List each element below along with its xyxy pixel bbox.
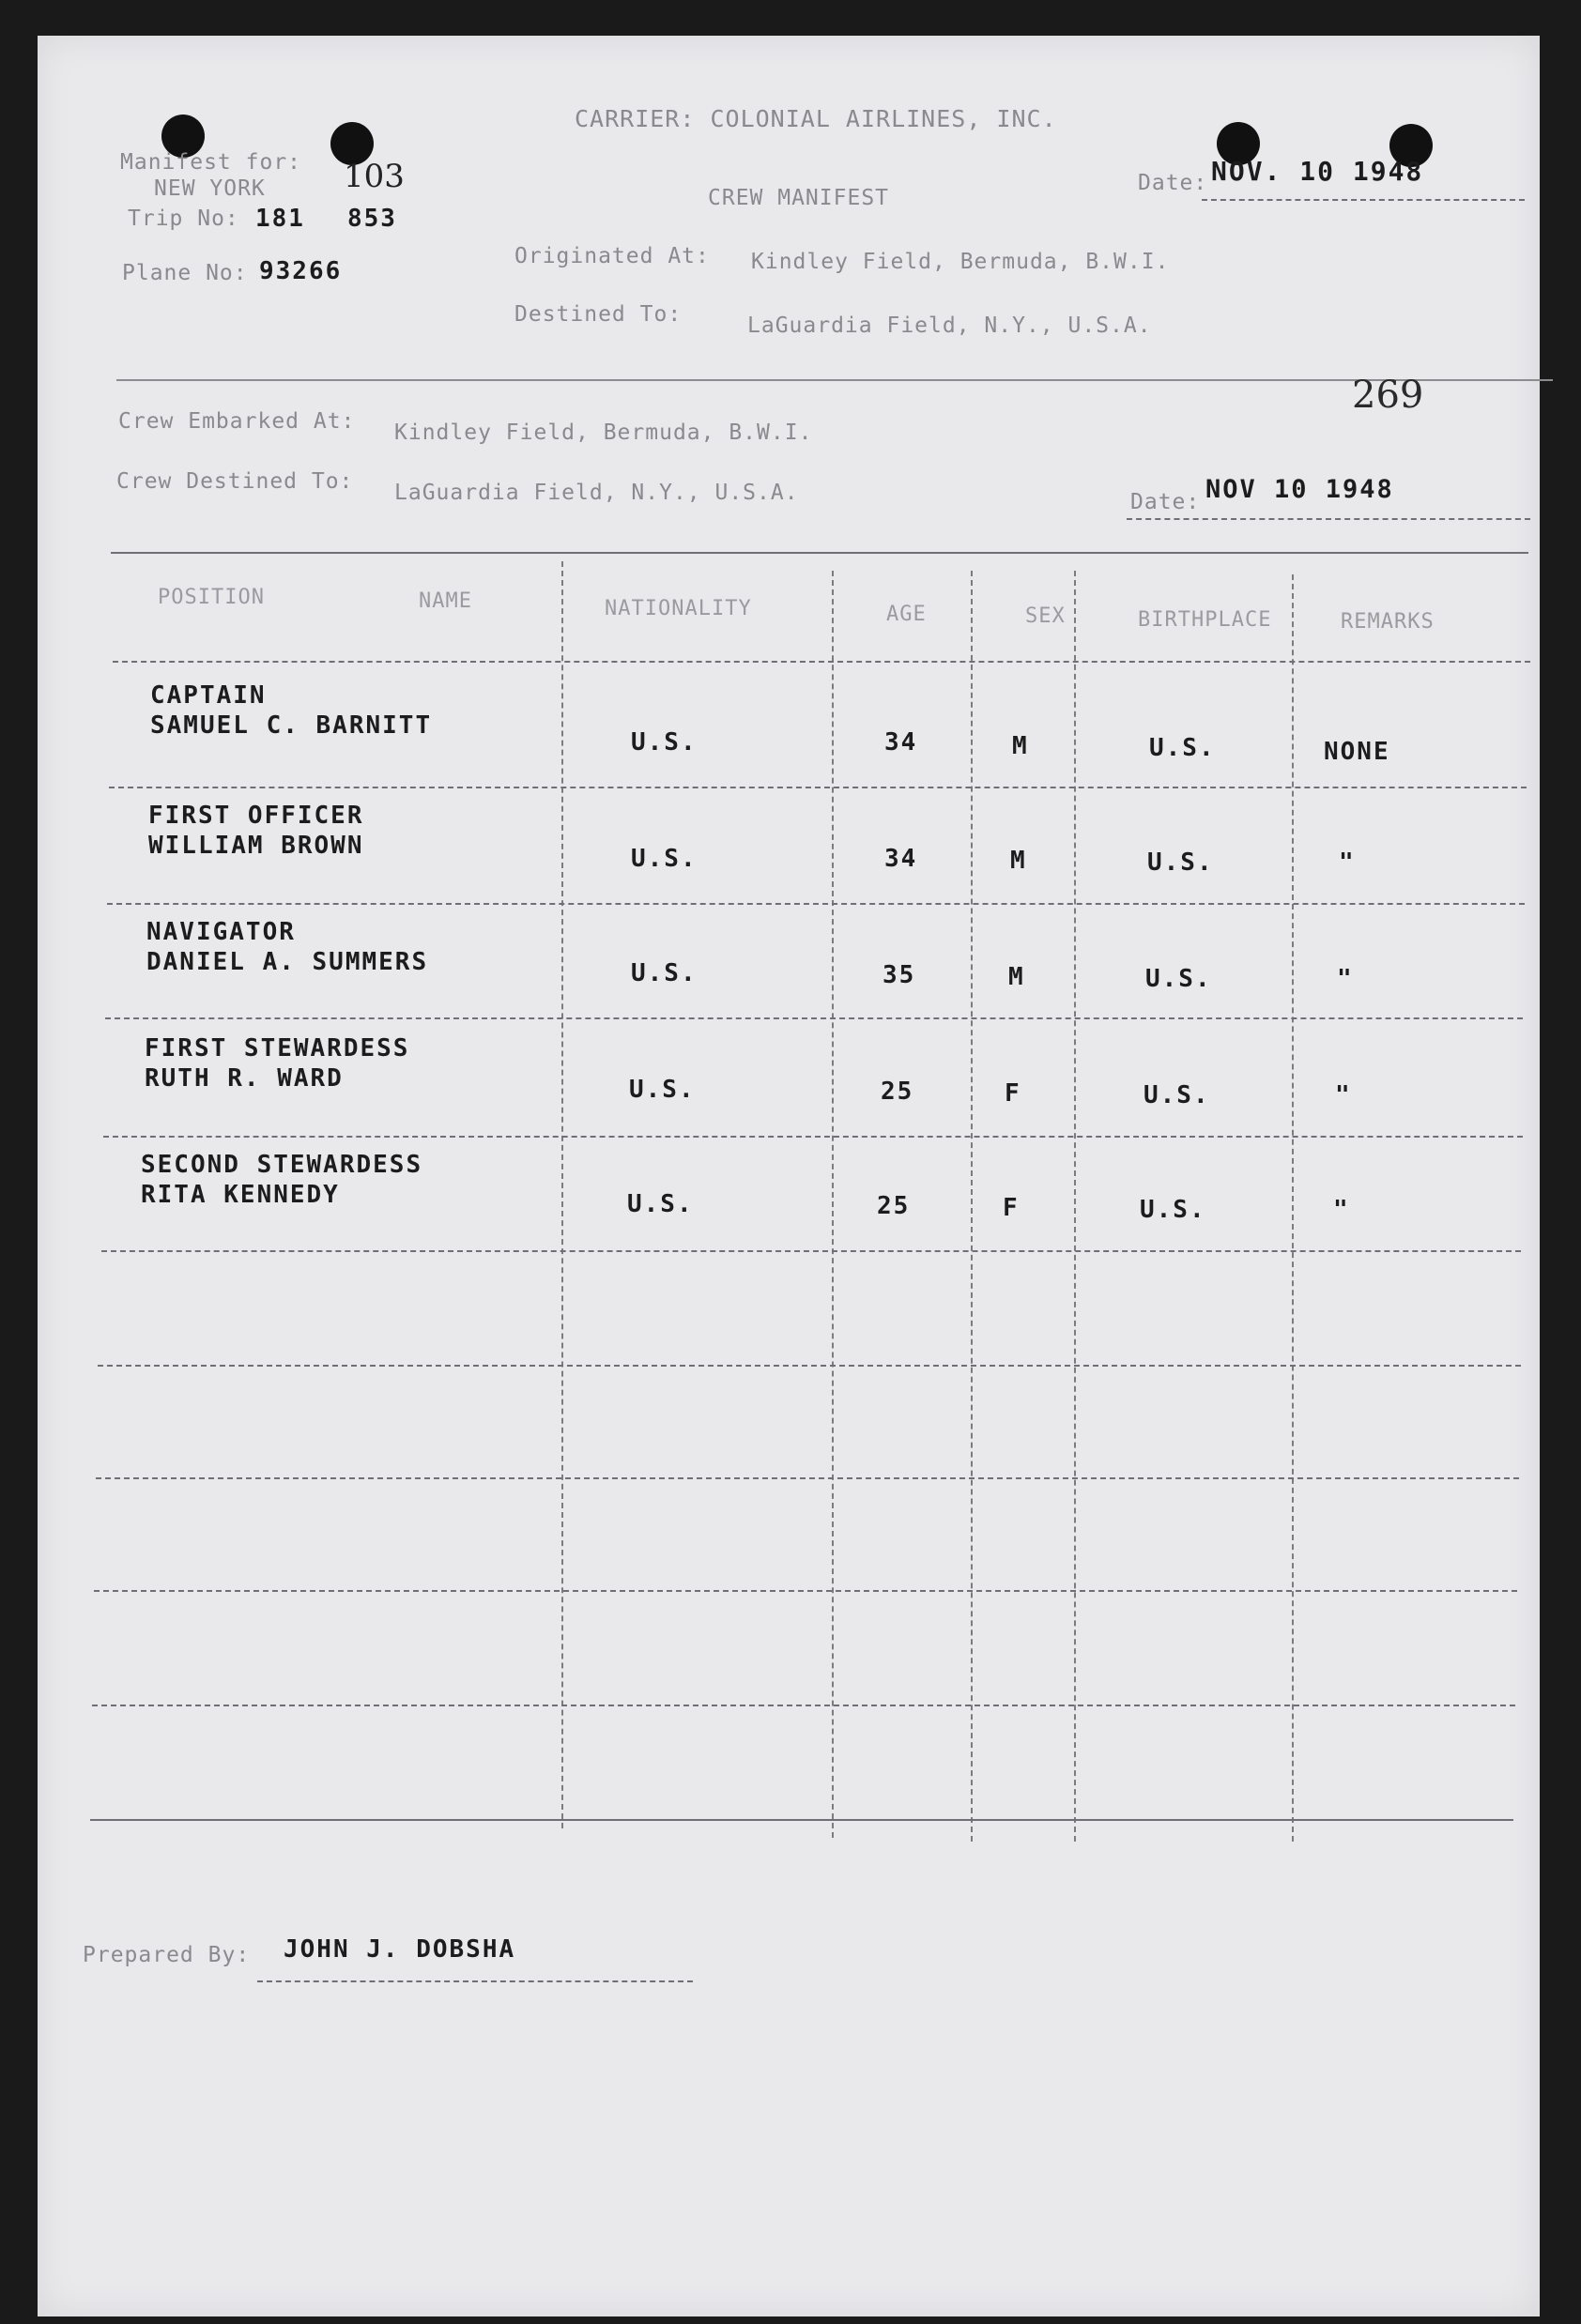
row-sex: F (1005, 1079, 1021, 1108)
row-name: RUTH R. WARD (145, 1064, 344, 1093)
crew-date-label: Date: (1130, 490, 1201, 514)
originated-label: Originated At: (514, 244, 710, 268)
destined-value: LaGuardia Field, N.Y., U.S.A. (747, 313, 1152, 338)
row-position: SECOND STEWARDESS (141, 1151, 423, 1179)
handwritten-trip-number: 103 (344, 158, 405, 195)
row-name: RITA KENNEDY (141, 1181, 340, 1209)
row-nationality: U.S. (627, 1190, 694, 1218)
header-nationality: NATIONALITY (605, 597, 752, 620)
row-nationality: U.S. (629, 1076, 696, 1104)
trip-no-value-2: 853 (347, 205, 397, 233)
row-age: 35 (883, 961, 916, 989)
prepared-by-value: JOHN J. DOBSHA (284, 1935, 516, 1964)
row-remarks: " (1337, 965, 1354, 993)
row-sex: M (1012, 732, 1029, 760)
manifest-sheet (38, 36, 1540, 2316)
row-name: DANIEL A. SUMMERS (146, 948, 429, 976)
crew-destined-label: Crew Destined To: (116, 469, 354, 494)
row-rule-3 (105, 1017, 1523, 1019)
header-date-label: Date: (1138, 171, 1208, 195)
row-age: 34 (884, 728, 918, 757)
header-separator (116, 379, 1553, 381)
row-age: 25 (881, 1078, 914, 1106)
row-rule-8 (94, 1590, 1517, 1592)
row-position: CAPTAIN (150, 681, 267, 710)
prepared-by-label: Prepared By: (83, 1943, 251, 1967)
row-sex: M (1008, 963, 1025, 991)
row-birthplace: U.S. (1140, 1196, 1206, 1224)
row-position: FIRST OFFICER (148, 802, 364, 830)
row-rule-5 (101, 1250, 1521, 1252)
row-rule-2 (107, 903, 1525, 905)
header-sex: SEX (1025, 604, 1066, 628)
col-divider-1 (561, 561, 563, 1828)
trip-no-label: Trip No: (128, 206, 239, 231)
prepared-by-underline (257, 1980, 693, 1982)
manifest-title: CREW MANIFEST (708, 186, 890, 210)
crew-embarked-label: Crew Embarked At: (118, 409, 356, 434)
row-remarks: " (1335, 1081, 1352, 1109)
row-rule-9 (92, 1705, 1515, 1706)
trip-no-value: 181 (255, 205, 305, 233)
row-position: FIRST STEWARDESS (145, 1034, 410, 1063)
header-position: POSITION (158, 586, 265, 609)
plane-no-value: 93266 (259, 257, 343, 285)
header-birthplace: BIRTHPLACE (1138, 608, 1272, 632)
row-age: 34 (884, 845, 918, 873)
crew-date-value: NOV 10 1948 (1205, 475, 1394, 504)
plane-no-label: Plane No: (122, 261, 248, 285)
col-divider-2 (832, 571, 834, 1838)
header-name: NAME (419, 589, 472, 613)
row-nationality: U.S. (631, 845, 698, 873)
col-divider-5 (1292, 574, 1294, 1842)
originated-value: Kindley Field, Bermuda, B.W.I. (751, 250, 1170, 274)
row-nationality: U.S. (631, 959, 698, 987)
col-divider-3 (971, 571, 973, 1842)
row-rule-7 (96, 1477, 1519, 1479)
row-position: NAVIGATOR (146, 918, 296, 946)
row-sex: F (1003, 1194, 1020, 1222)
row-age: 25 (877, 1192, 911, 1220)
crew-date-underline (1127, 518, 1530, 520)
header-row-rule (113, 661, 1530, 663)
row-remarks: NONE (1324, 738, 1390, 766)
crew-destined-value: LaGuardia Field, N.Y., U.S.A. (394, 481, 799, 505)
row-rule-4 (103, 1136, 1523, 1138)
header-date-underline (1202, 199, 1525, 201)
crew-embarked-value: Kindley Field, Bermuda, B.W.I. (394, 420, 813, 445)
row-name: SAMUEL C. BARNITT (150, 711, 433, 740)
col-divider-4 (1074, 571, 1076, 1842)
row-birthplace: U.S. (1145, 965, 1212, 993)
carrier-name: CARRIER: COLONIAL AIRLINES, INC. (575, 105, 1057, 132)
table-bottom-rule (90, 1819, 1513, 1821)
row-nationality: U.S. (631, 728, 698, 757)
row-remarks: " (1339, 849, 1356, 877)
row-rule-6 (98, 1365, 1521, 1367)
row-remarks: " (1333, 1196, 1350, 1224)
destined-label: Destined To: (514, 302, 683, 327)
row-birthplace: U.S. (1144, 1081, 1210, 1109)
header-age: AGE (886, 603, 927, 626)
table-top-rule (111, 552, 1528, 554)
manifest-for-value: NEW YORK (154, 176, 266, 201)
page-number: 269 (1352, 374, 1424, 417)
header-date-value: NOV. 10 1948 (1211, 156, 1424, 187)
row-rule-1 (109, 787, 1527, 788)
header-remarks: REMARKS (1341, 610, 1435, 634)
row-name: WILLIAM BROWN (148, 832, 364, 860)
row-sex: M (1010, 847, 1027, 875)
row-birthplace: U.S. (1147, 849, 1214, 877)
row-birthplace: U.S. (1149, 734, 1216, 762)
manifest-for-label: Manifest for: (120, 150, 302, 175)
